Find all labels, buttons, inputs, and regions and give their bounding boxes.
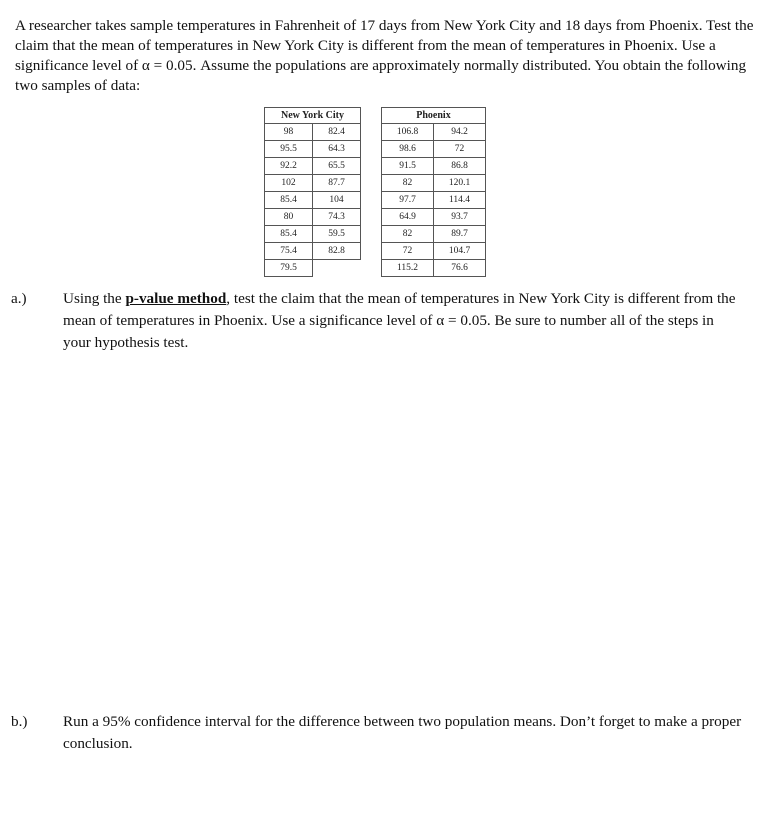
table-cell: 102 [265,175,313,192]
table-cell: 87.7 [313,175,361,192]
table-cell: 95.5 [265,141,313,158]
table-cell: 104.7 [434,243,486,260]
table-cell: 64.9 [382,209,434,226]
table-row [382,209,486,226]
table-cell: 86.8 [434,158,486,175]
table-cell: 114.4 [434,192,486,209]
table-row [265,192,361,209]
table-row [382,226,486,243]
table-row [382,141,486,158]
table-row [382,158,486,175]
table-row [265,226,361,243]
table-cell: 75.4 [265,243,313,260]
table-cell: 97.7 [382,192,434,209]
table-cell: 98 [265,124,313,141]
phoenix-table-body [382,124,486,277]
table-row [382,260,486,277]
table-cell: 85.4 [265,192,313,209]
table-cell: 115.2 [382,260,434,277]
question-a-label: a.) [11,290,27,307]
table-cell: 92.2 [265,158,313,175]
table-row [382,175,486,192]
question-b [11,711,742,755]
table-row [265,141,361,158]
table-cell: 76.6 [434,260,486,277]
question-b-label: b.) [11,713,28,730]
phoenix-table [381,107,486,277]
table-cell: 104 [313,192,361,209]
table-cell: 72 [382,243,434,260]
table-cell: 120.1 [434,175,486,192]
table-cell: 79.5 [265,260,313,277]
table-cell: 94.2 [434,124,486,141]
table-cell: 98.6 [382,141,434,158]
nyc-table-header: New York City [265,108,361,124]
table-cell: 82.4 [313,124,361,141]
table-cell: 74.3 [313,209,361,226]
table-row [382,124,486,141]
question-a-text-after: , test the claim that the mean of temperatures in New York City is different from the mean of temperatures in Phoenix. Use a significance level of α = 0.05. Be sure to number all of the steps in your hypothesis test. [63,290,736,351]
table-row [265,175,361,192]
question-a [11,288,742,354]
table-cell: 72 [434,141,486,158]
problem-statement: A researcher takes sample temperatures in Fahrenheit of 17 days from New York City and 18 days from Phoenix. Test the claim that the mean of temperatures in New York City is different from the mean of temperatures in Phoenix. Use a significance level of α = 0.05. Assume the populations are approximately normally distributed. You obtain the following two samples of data: [15,17,754,94]
table-cell: 89.7 [434,226,486,243]
table-row [265,209,361,226]
table-cell: 64.3 [313,141,361,158]
table-row [265,158,361,175]
table-cell [313,260,361,277]
table-cell: 59.5 [313,226,361,243]
table-cell: 82.8 [313,243,361,260]
table-row [265,243,361,260]
table-row [382,192,486,209]
table-cell: 85.4 [265,226,313,243]
question-a-text-before: Using the [63,290,126,307]
table-row [265,260,361,277]
table-cell: 65.5 [313,158,361,175]
table-cell: 91.5 [382,158,434,175]
table-row [382,243,486,260]
table-cell: 93.7 [434,209,486,226]
table-cell: 82 [382,226,434,243]
table-row [265,124,361,141]
new-york-city-table [264,107,361,277]
phoenix-table-header: Phoenix [382,108,486,124]
p-value-method-emphasis: p-value method [125,290,227,307]
nyc-table-body [265,124,361,277]
table-cell: 82 [382,175,434,192]
table-cell: 80 [265,209,313,226]
question-b-text: Run a 95% confidence interval for the difference between two population means. Don’t forget to make a proper conclusion. [63,713,742,752]
table-cell: 106.8 [382,124,434,141]
